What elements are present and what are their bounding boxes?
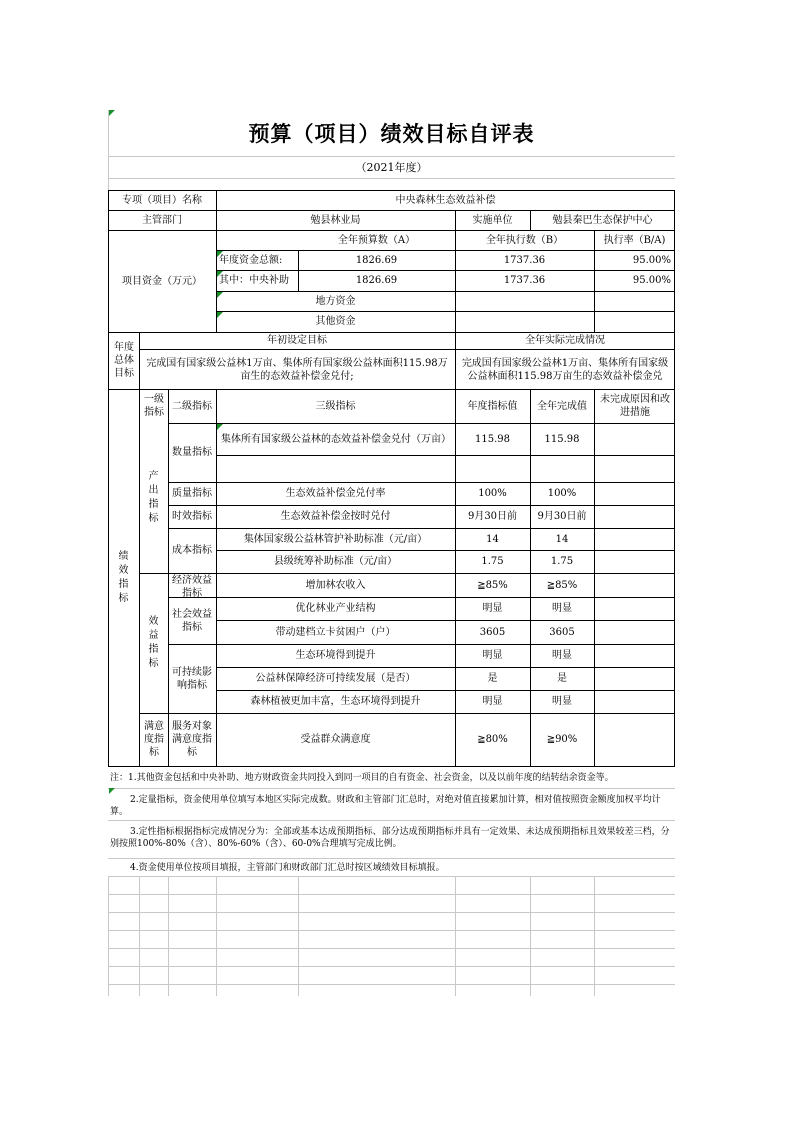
sub-social: 社会效益指标	[172, 608, 212, 633]
indicator-name: 带动建档立卡贫困户（户）	[275, 626, 396, 638]
funds-row-rate: 95.00%	[632, 254, 671, 266]
funds-row-exec: 1737.36	[503, 254, 546, 266]
indicator-actual: 1.75	[550, 556, 574, 567]
perf-header-actual: 全年完成值	[537, 400, 587, 412]
indicator-name: 集体所有国家级公益林的态效益补偿金兑付（万亩）	[221, 433, 451, 445]
funds-row-label: 其中：中央补助	[219, 275, 289, 286]
indicator-actual: 明显	[552, 603, 572, 614]
indicator-name: 县级统筹补助标准（元/亩）	[273, 556, 398, 567]
unit-label: 实施单位	[472, 214, 513, 226]
indicator-actual: 115.98	[544, 433, 580, 445]
indicator-target: 是	[487, 673, 498, 684]
indicator-target: 1.75	[481, 556, 504, 567]
project-name-label: 专项（项目）名称	[122, 194, 202, 206]
indicator-target: 100%	[478, 488, 507, 499]
indicator-name: 森林植被更加丰富，生态环境得到提升	[250, 696, 421, 707]
indicator-name: 公益林保障经济可持续发展（是否）	[255, 673, 416, 684]
indicator-target: 明显	[482, 603, 503, 614]
indicator-target: 9月30日前	[467, 511, 518, 522]
note-1: 注：1.其他资金包括和中央补助、地方财政资金共同投入到同一项目的自有资金、社会资金，以及以前年度的结转结余资金等。	[110, 773, 614, 783]
sub-time: 时效指标	[172, 511, 212, 522]
indicator-target: 14	[486, 533, 499, 545]
indicator-actual: 9月30日前	[537, 511, 587, 522]
indicator-name: 优化林业产业结构	[295, 603, 376, 614]
sub-economic: 经济效益指标	[172, 575, 212, 597]
perf-header-target: 年度指标值	[467, 400, 518, 412]
indicator-actual: 是	[557, 673, 567, 684]
perf-header-level3: 三级指标	[315, 400, 356, 412]
sub-quality: 质量指标	[172, 488, 212, 499]
sub-quantity: 数量指标	[172, 447, 212, 458]
goal-plan-text: 完成国有国家级公益林1万亩、集体所有国家级公益林面积115.98万亩生的态效益补偿金兑付;	[146, 357, 448, 382]
indicator-name: 生态环境得到提升	[295, 650, 376, 661]
indicator-target: 明显	[482, 696, 503, 707]
funds-row-label: 年度资金总额:	[219, 254, 283, 266]
perf-header-reason: 未完成原因和改进措施	[600, 394, 670, 418]
goal-label: 年度总体目标	[114, 342, 134, 379]
funds-row-budget: 1826.69	[355, 275, 398, 286]
indicator-target: ≧85%	[477, 579, 508, 591]
funds-label: 项目资金（万元）	[122, 275, 202, 287]
indicator-target: 115.98	[475, 433, 510, 445]
year-label: （2021年度）	[355, 161, 428, 174]
goal-actual-text: 完成国有国家级公益林1万亩、集体所有国家级公益林面积115.98万亩生的态效益补偿金兑	[461, 357, 669, 382]
indicator-actual: ≧85%	[546, 579, 578, 591]
funds-row-label: 地方资金	[315, 295, 356, 307]
indicator-actual: 明显	[552, 696, 572, 707]
sub-cost: 成本指标	[172, 545, 212, 556]
perf-header-level2: 二级指标	[172, 400, 212, 412]
indicator-actual: 14	[555, 533, 569, 545]
goal-col-plan: 年初设定目标	[267, 335, 327, 346]
perf-header-level1: 一级指标	[144, 394, 164, 418]
note-4: 4.资金使用单位按项目填报，主管部门和财政部门汇总时按区域绩效目标填报。	[130, 863, 445, 873]
indicator-actual: ≧90%	[546, 734, 578, 745]
funds-row-rate: 95.00%	[632, 275, 671, 286]
funds-col-budget: 全年预算数（A）	[337, 234, 416, 246]
indicator-name: 受益群众满意度	[300, 734, 371, 745]
indicator-target: 明显	[482, 650, 503, 661]
category-output: 产出指标	[148, 471, 159, 524]
category-benefit: 效益指标	[148, 616, 159, 669]
funds-row-budget: 1826.69	[355, 254, 398, 266]
funds-row-exec: 1737.36	[503, 275, 546, 286]
funds-col-rate: 执行率（B/A)	[603, 234, 666, 246]
project-name-value: 中央森林生态效益补偿	[395, 194, 496, 206]
sub-service: 服务对象满意度指标	[172, 721, 212, 758]
indicator-name: 生态效益补偿金按时兑付	[280, 511, 391, 522]
category-satisfaction: 满意度指标	[144, 721, 164, 758]
funds-row-label: 其他资金	[315, 316, 356, 327]
dept-label: 主管部门	[142, 214, 182, 226]
note-2: 2.定量指标，资金使用单位填写本地区实际完成数。财政和主管部门汇总时，对绝对值直接累加计算，相对值按照资金额度加权平均计算。	[110, 795, 661, 817]
perf-label: 绩效指标	[118, 550, 129, 604]
dept-value: 勉县林业局	[310, 214, 361, 226]
indicator-actual: 明显	[552, 650, 572, 661]
indicator-target: ≧80%	[477, 734, 508, 745]
note-3: 3.定性指标根据指标完成情况分为：全部或基本达成预期指标、部分达成预期指标并具有一定效果、未达成预期指标且效果较差三档，分别按照100%-80%（含）、80%-60%（含）、60-0%合理填写完成比例。	[110, 827, 670, 849]
sub-sustain: 可持续影响指标	[172, 666, 212, 691]
indicator-name: 集体国家级公益林管护补助标准（元/亩）	[243, 533, 428, 545]
goal-col-actual: 全年实际完成情况	[525, 335, 605, 346]
indicator-actual: 100%	[547, 488, 577, 499]
unit-value: 勉县秦巴生态保护中心	[552, 214, 653, 226]
funds-col-exec: 全年执行数（B）	[485, 234, 564, 246]
indicator-name: 增加林农收入	[305, 579, 366, 591]
indicator-target: 3605	[479, 626, 506, 638]
indicator-actual: 3605	[549, 626, 575, 638]
page-title: 预算（项目）绩效目标自评表	[248, 120, 535, 146]
indicator-name: 生态效益补偿金兑付率	[285, 488, 386, 499]
